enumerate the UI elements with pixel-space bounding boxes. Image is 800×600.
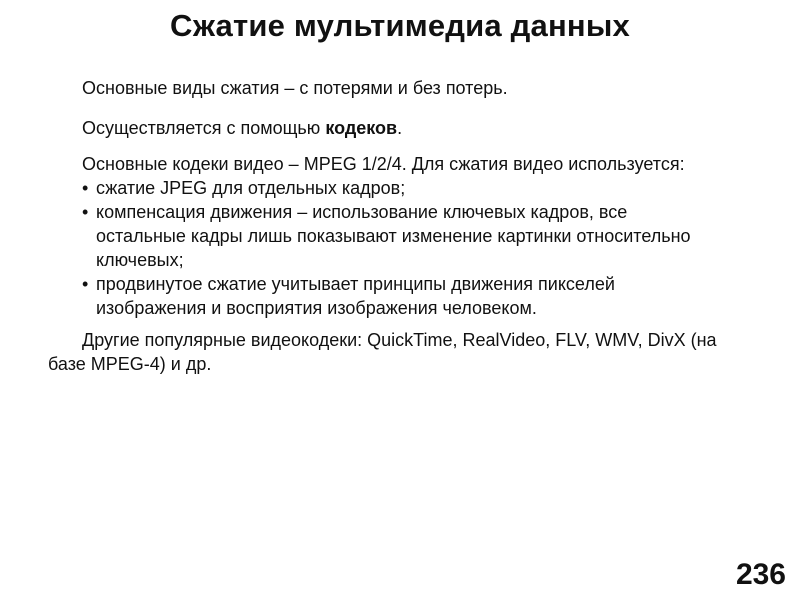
- paragraph-video-codecs: Основные кодеки видео – MPEG 1/2/4. Для сжатия видео используется:: [82, 154, 685, 174]
- paragraph-other-codecs-continuation: базе MPEG-4) и др.: [48, 354, 212, 374]
- bullet-text-continuation: ключевых;: [96, 250, 184, 270]
- slide-title: Сжатие мультимедиа данных: [170, 8, 630, 43]
- list-item: [82, 176, 405, 200]
- paragraph-codecs-post: .: [397, 118, 403, 138]
- bullet-text: компенсация движения – использование ключевых кадров, все: [96, 202, 628, 222]
- page-number: 236: [735, 558, 786, 591]
- paragraph-codecs-bold: кодеков: [325, 118, 398, 138]
- paragraph-codecs: [82, 116, 402, 140]
- list-item: [82, 272, 615, 296]
- list-item: [82, 200, 627, 224]
- paragraph-other-codecs: Другие популярные видеокодеки: QuickTime, RealVideo, FLV, WMV, DivX (на: [82, 330, 717, 350]
- paragraph-compression-types: Основные виды сжатия – с потерями и без потерь.: [82, 78, 508, 98]
- bullet-text-continuation: остальные кадры лишь показывают изменение картинки относительно: [96, 226, 691, 246]
- bullet-icon: •: [82, 274, 89, 294]
- bullet-text: продвинутое сжатие учитывает принципы движения пикселей: [96, 274, 615, 294]
- bullet-text: сжатие JPEG для отдельных кадров;: [96, 178, 406, 198]
- paragraph-codecs-pre: Осуществляется с помощью: [82, 118, 326, 138]
- bullet-text-continuation: изображения и восприятия изображения человеком.: [96, 298, 537, 318]
- bullet-icon: •: [82, 178, 89, 198]
- bullet-icon: •: [82, 202, 89, 222]
